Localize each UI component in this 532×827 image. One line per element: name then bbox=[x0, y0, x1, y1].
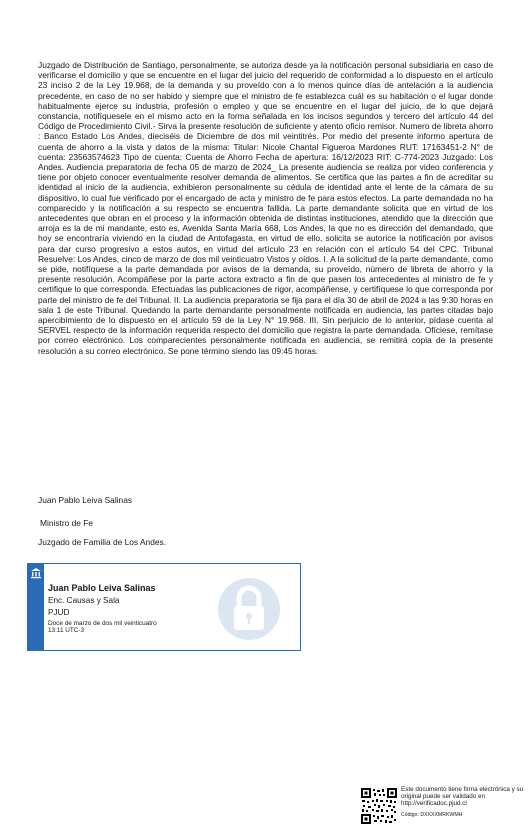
courthouse-icon bbox=[30, 567, 42, 579]
verification-text: Este documento tiene firma electrónica y su original puede ser validado en http://verificadoc.pjud.cl bbox=[401, 786, 524, 808]
signer-name: Juan Pablo Leiva Salinas bbox=[38, 495, 133, 505]
signer-role: Ministro de Fe bbox=[40, 518, 94, 528]
stamp-date: Doce de marzo de dos mil veinticuatro bbox=[48, 620, 157, 627]
stamp-signer-name: Juan Pablo Leiva Salinas bbox=[48, 583, 156, 593]
resolution-body-text: Juzgado de Distribución de Santiago, personalmente, se autoriza desde ya la notificación personal subsidiaria en caso de verificarse el domicilio y que se encuentre en el lugar del juicio del requerido de conformidad a lo dispuesto en el artículo 23 inciso 2 de la Ley 19.968, de la demanda y su proveído con a lo menos quince días de antelación a la audiencia precedente, en caso de no ser habido y siempre que el ministro de fe establezca cuál es su habitación o el lugar donde habitualmente ejerce su industria, profesión o empleo y que se encuentre en el lugar del juicio, de lo que dejará constancia, notifíquesele en el mismo acto en la forma señalada en los incisos segundos y tercero del artículo 44 del Código de Procedimiento Civil.- Sirva la presente resolución de suficiente y atento oficio remisor. Numero de libreta ahorro : Banco Estado Los Andes, dieciséis de Diciembre de dos mil veintitrés. Por medio del presente informo apertura de cuenta de ahorro a la vista y datos de la misma: Titular: Nicole Chantal Figueroa Mardones RUT: 17163451-2 N° de cuenta: 23563574623 Tipo de cuenta: Cuenta de Ahorro Fecha de apertura: 16/12/2023 RIT: C-774-2023 Juzgado: Los Andes. Audiencia preparatoria de fecha 05 de marzo de 2024_ La presente audiencia se realiza por video conferencia y tiene por objeto conocer eventualmente resolver demanda de alimentos. Se certifica que las partes a fin de acreditar su identidad al inicio de la audiencia, exhibieron personalmente su cédula de identidad ante el lente de la cámara de su dispositivo, lo cual fue verificado por el encargado de acta y ministro de fe para estos efectos. La parte demandada no ha comparecido y la notificación a su respecto se encuentra fallida. La parte demandante solicita que en virtud de los antecedentes que obran en el proceso y la información obtenida de distintas instituciones, atendido que la dirección que arroja es la de mi mandante, esto es, Avenida Santa María 668, Los Andes, la que no es dirección del demandado, que hoy se encontraría viviendo en la ciudad de Antofagasta, en virtud de ello, solicita se autorice la notificación por avisos para dar curso progresivo a estos autos, en virtud del artículo 23 en relación con el artículo 54 del CPC. Tribunal Resuelve: Los Andes, cinco de marzo de dos mil veinticuatro Vistos y oídos. I. A la solicitud de la parte demandante, como se pide, notifíquese a la parte demandada por avisos de la demanda, su proveído, número de libreta de ahorro y la presente resolución. Acompáñese por la parte actora extracto a fin de que pasen los antecedentes al ministro de fe y certifique lo que corresponda. Efectuadas las publicaciones de rigor, acompáñense, y certifíquese lo que corresponda por parte del ministro de fe del Tribunal. II. La audiencia preparatoria se fija para el día 30 de abril de 2024 a las 9:30 horas en sala 1 de este Tribunal. Quedando la parte demandante personalmente notificada en audiencia, las partes citadas bajo apercibimiento de lo dispuesto en el artículo 59 de la Ley N° 19.968. III. Sin perjuicio de lo anterior, pídase cuenta al SERVEL respecto de la información requerida respecto del domicilio que registra la parte demandada. Ofíciese, remítase por correo electrónico. Los comparecientes personalmente notificada en audiencia, se remitirá copia de la presente resolución a su correo electrónico. Se pone término siendo las 09:45 horas. bbox=[38, 60, 493, 356]
electronic-signature-stamp bbox=[27, 563, 301, 651]
court-name: Juzgado de Familia de Los Andes. bbox=[38, 537, 167, 547]
stamp-institution: PJUD bbox=[48, 608, 70, 617]
stamp-position: Enc. Causas y Sala bbox=[48, 596, 120, 605]
stamp-time: 13:11 UTC-3 bbox=[48, 627, 85, 634]
stamp-side-bar bbox=[28, 564, 44, 650]
verification-qr-code bbox=[361, 788, 397, 824]
verification-code: Código: DXXXXMRKWMH bbox=[401, 811, 463, 818]
lock-icon bbox=[218, 576, 280, 642]
verification-notice bbox=[401, 786, 527, 819]
